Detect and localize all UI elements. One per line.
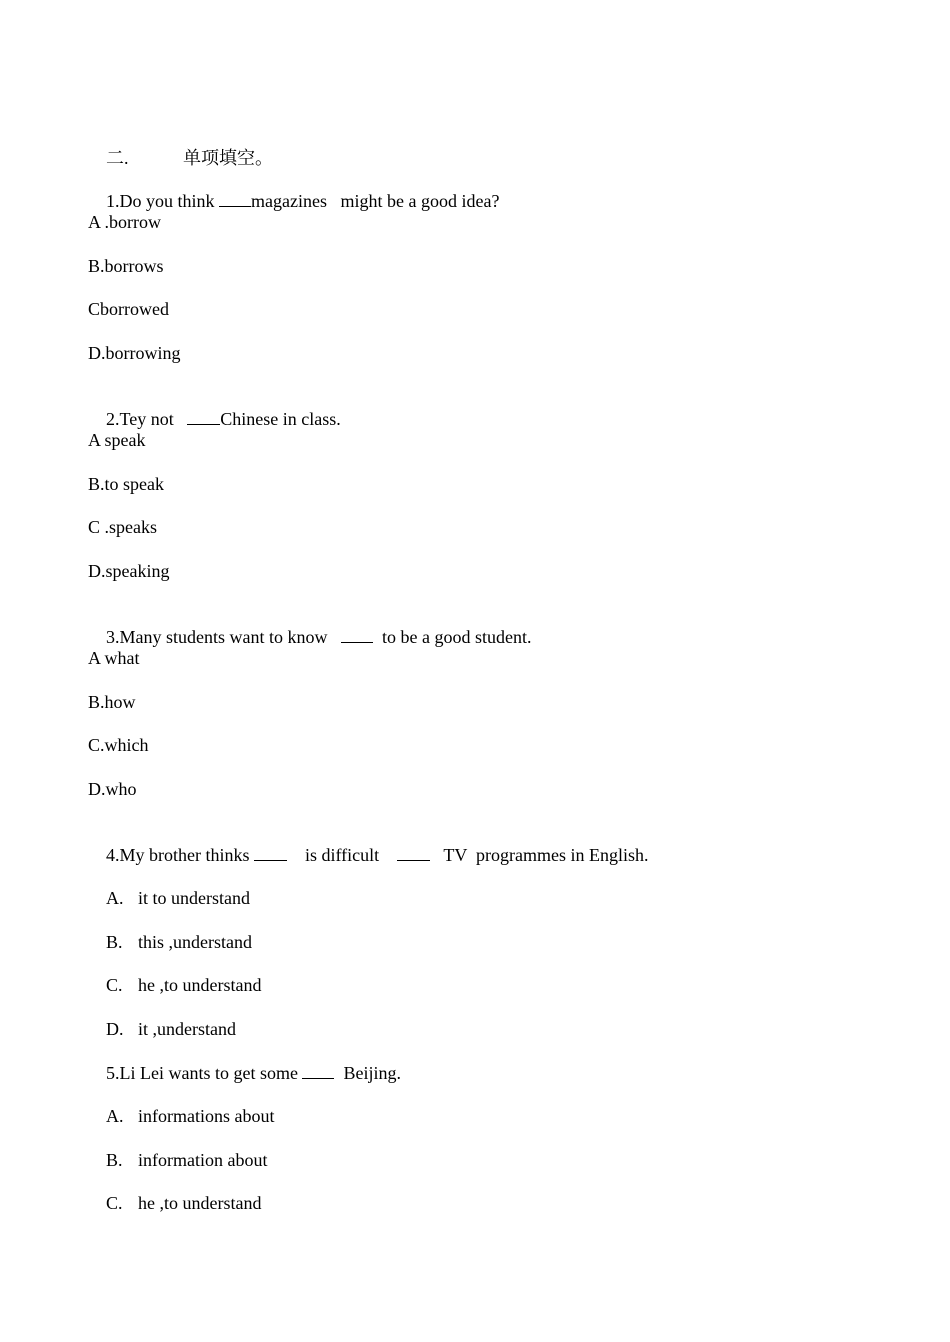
question-2-option-c: C .speaks [88,517,157,537]
question-text: Chinese in class. [220,409,341,429]
question-text: to be a good student. [372,627,532,647]
question-3-option-b: B.how [88,692,136,712]
question-2-option-a: A speak [88,430,146,450]
question-2-option-b: B.to speak [88,474,164,494]
option-letter: B. [106,1150,123,1170]
question-text: 5.Li Lei wants to get some [106,1063,303,1083]
option-text: he ,to understand [138,975,262,995]
question-1-option-d: D.borrowing [88,343,181,363]
option-letter: A. [106,1106,124,1126]
question-3-option-c: C.which [88,735,149,755]
question-text: Beijing. [334,1063,401,1083]
answer-blank [341,627,373,643]
option-letter: C. [106,1193,123,1213]
question-text: is difficult [287,845,398,865]
option-letter: D. [106,1019,124,1039]
question-1-option-a: A .borrow [88,212,161,232]
option-letter: C. [106,975,123,995]
option-text: information about [138,1150,268,1170]
answer-blank [187,409,220,425]
question-3-option-a: A what [88,648,140,668]
answer-blank [302,1063,334,1079]
option-letter: A. [106,888,124,908]
answer-blank [254,845,287,861]
option-text: it ,understand [138,1019,236,1039]
option-text: this ,understand [138,932,252,952]
question-2-option-d: D.speaking [88,561,170,581]
option-letter: B. [106,932,123,952]
section-number: 二. [106,148,129,168]
answer-blank [219,191,251,207]
question-1-option-c: Cborrowed [88,299,169,319]
question-3-option-d: D.who [88,779,137,799]
question-1-option-b: B.borrows [88,256,164,276]
option-text: it to understand [138,888,250,908]
option-text: he ,to understand [138,1193,262,1213]
option-text: informations about [138,1106,275,1126]
question-5-option-c [88,1170,261,1236]
question-text: 3.Many students want to know [106,627,341,647]
answer-blank [397,845,430,861]
question-text: magazines might be a good idea? [251,191,500,211]
question-text: 2.Tey not [106,409,188,429]
question-3-stem [88,604,531,670]
question-text: TV programmes in English. [430,845,649,865]
question-text: 1.Do you think [106,191,220,211]
section-title: 单项填空。 [183,148,273,168]
question-text: 4.My brother thinks [106,845,254,865]
